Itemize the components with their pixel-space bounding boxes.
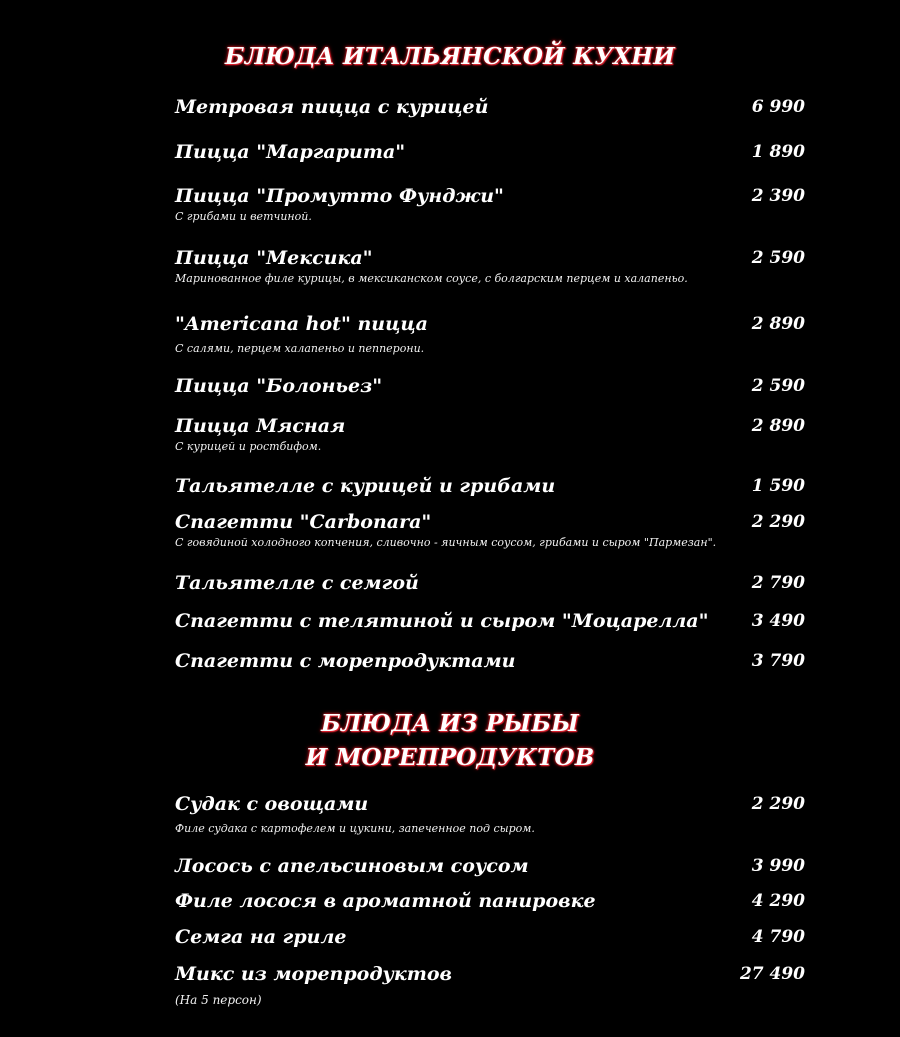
item-price: 3 490 [751, 611, 805, 631]
menu-item-prosciutto-funghi [175, 183, 805, 223]
menu-item-salmon-breaded [175, 888, 805, 916]
item-name: Пицца "Маргарита" [175, 141, 406, 163]
item-name: Спагетти "Carbonara" [175, 511, 432, 533]
item-price: 2 790 [751, 573, 805, 593]
menu-item-grilled-salmon [175, 924, 805, 952]
item-name: Пицца "Болоньез" [175, 375, 383, 397]
item-description: Маринованное филе курицы, в мексиканском соусе, с болгарским перцем и халапеньо. [175, 272, 688, 285]
item-price: 27 490 [739, 964, 805, 984]
menu-item-americana-hot [175, 311, 805, 355]
menu-item-spaghetti-veal [175, 608, 805, 636]
section-title-italian: БЛЮДА ИТАЛЬЯНСКОЙ КУХНИ [224, 43, 676, 70]
item-price: 3 790 [751, 651, 805, 671]
menu-item-tagliatelle-chicken [175, 473, 805, 501]
item-price: 2 890 [751, 314, 805, 334]
section-title-line2: И МОРЕПРОДУКТОВ [305, 744, 595, 771]
item-description: С курицей и ростбифом. [175, 440, 322, 453]
item-price: 1 890 [751, 142, 805, 162]
item-description: (На 5 персон) [175, 993, 262, 1007]
item-name: Судак с овощами [175, 793, 369, 815]
item-name: Тальятелле с семгой [175, 572, 419, 594]
item-name: Семга на гриле [175, 926, 347, 948]
item-price: 2 290 [751, 794, 805, 814]
item-price: 2 890 [751, 416, 805, 436]
item-price: 4 790 [751, 927, 805, 947]
item-price: 2 390 [751, 186, 805, 206]
item-price: 6 990 [751, 97, 805, 117]
menu-item-salmon-orange [175, 853, 805, 881]
menu-item-bolognese [175, 373, 805, 401]
item-description: С салями, перцем халапеньо и пепперони. [175, 342, 425, 355]
item-name: Тальятелле с курицей и грибами [175, 475, 556, 497]
item-name: Пицца "Мексика" [175, 247, 373, 269]
item-name: Микс из морепродуктов [175, 963, 453, 985]
item-name: "Americana hot" пицца [175, 313, 428, 335]
item-price: 2 590 [751, 248, 805, 268]
item-name: Пицца Мясная [175, 415, 346, 437]
menu-item-seafood-mix [175, 961, 805, 1007]
menu-item-tagliatelle-salmon [175, 570, 805, 598]
menu-item-margarita [175, 139, 805, 167]
item-price: 2 590 [751, 376, 805, 396]
item-name: Метровая пицца с курицей [175, 96, 489, 118]
item-price: 2 290 [751, 512, 805, 532]
item-name: Лосось с апельсиновым соусом [175, 855, 529, 877]
item-price: 1 590 [751, 476, 805, 496]
item-description: Филе судака с картофелем и цукини, запеченное под сыром. [175, 822, 535, 835]
menu-item-spaghetti-seafood [175, 648, 805, 676]
item-name: Спагетти с морепродуктами [175, 650, 516, 672]
item-name: Филе лосося в ароматной панировке [175, 890, 596, 912]
section-title-line1: БЛЮДА ИЗ РЫБЫ [321, 710, 579, 737]
item-price: 4 290 [751, 891, 805, 911]
section-title-fish [0, 707, 900, 775]
menu-item-carbonara [175, 509, 805, 549]
menu-item-mexica [175, 245, 805, 285]
menu-item-zander [175, 791, 805, 835]
item-description: С говядиной холодного копчения, сливочно - яичным соусом, грибами и сыром "Пармезан". [175, 536, 717, 549]
item-name: Пицца "Промутто Фунджи" [175, 185, 504, 207]
menu-item-meter-pizza [175, 94, 805, 122]
item-description: С грибами и ветчиной. [175, 210, 312, 223]
item-name: Спагетти с телятиной и сыром "Моцарелла" [175, 610, 709, 632]
menu-item-meat-pizza [175, 413, 805, 453]
item-price: 3 990 [751, 856, 805, 876]
